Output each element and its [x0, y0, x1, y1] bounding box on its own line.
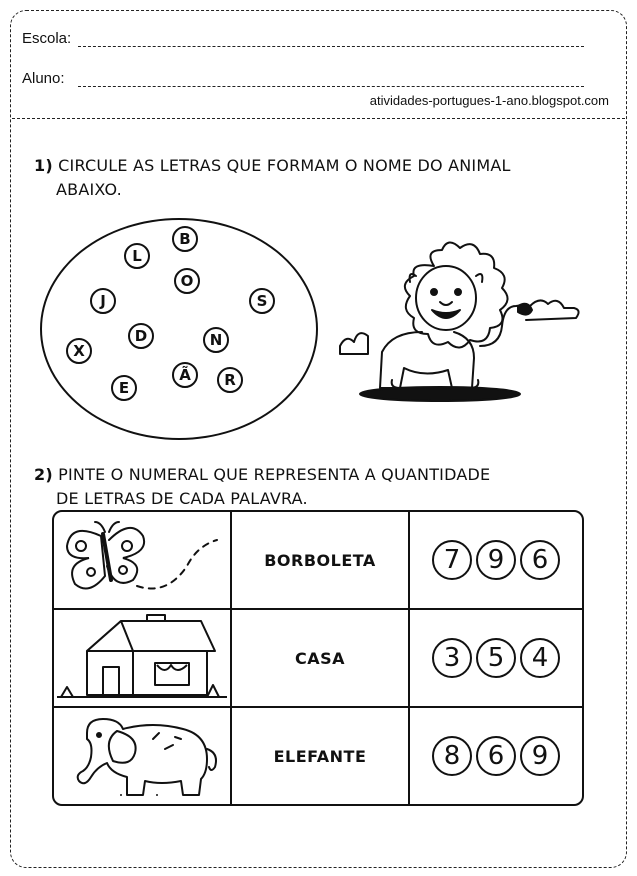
letter-circle[interactable]: Ã	[172, 362, 198, 388]
house-cell	[54, 610, 232, 708]
numbers-cell	[410, 512, 582, 610]
lion-illustration	[330, 236, 590, 406]
letter-circle[interactable]: E	[111, 375, 137, 401]
table-row	[54, 610, 582, 708]
house-icon	[57, 611, 227, 701]
header-separator	[12, 118, 625, 119]
question-1-number: 1)	[34, 156, 53, 175]
word-cell	[232, 708, 410, 804]
letter-circle[interactable]: S	[249, 288, 275, 314]
letters-oval	[40, 218, 318, 440]
letter-circle[interactable]: O	[174, 268, 200, 294]
numbers-cell	[410, 610, 582, 708]
numbers-cell	[410, 708, 582, 804]
number-option[interactable]: 4	[520, 638, 560, 678]
butterfly-cell	[54, 512, 232, 610]
question-2	[34, 463, 594, 511]
word-label: CASA	[294, 648, 346, 668]
number-option[interactable]: 8	[432, 736, 472, 776]
word-label: BORBOLETA	[264, 550, 376, 570]
question-1-line2: ABAIXO.	[56, 180, 122, 199]
butterfly-icon	[57, 516, 227, 600]
letter-circle[interactable]: N	[203, 327, 229, 353]
number-option[interactable]: 3	[432, 638, 472, 678]
number-option[interactable]: 9	[476, 540, 516, 580]
student-field[interactable]	[22, 70, 584, 90]
blog-url: atividades-portugues-1-ano.blogspot.com	[369, 93, 609, 108]
table-row	[54, 708, 582, 804]
number-option[interactable]: 5	[476, 638, 516, 678]
letter-circle[interactable]: D	[128, 323, 154, 349]
school-label: Escola:	[22, 30, 72, 47]
word-cell	[232, 512, 410, 610]
letter-circle[interactable]: J	[90, 288, 116, 314]
word-label: ELEFANTE	[273, 746, 367, 766]
number-option[interactable]: 9	[520, 736, 560, 776]
letter-circle[interactable]: X	[66, 338, 92, 364]
elephant-cell	[54, 708, 232, 804]
letter-circle[interactable]: L	[124, 243, 150, 269]
number-option[interactable]: 6	[520, 540, 560, 580]
school-blank-line	[78, 46, 584, 47]
number-option[interactable]: 6	[476, 736, 516, 776]
table-row	[54, 512, 582, 610]
student-label: Aluno:	[22, 70, 65, 87]
elephant-icon	[57, 709, 227, 799]
number-option[interactable]: 7	[432, 540, 472, 580]
word-number-table	[52, 510, 584, 806]
school-field[interactable]	[22, 30, 584, 50]
letter-circle[interactable]: B	[172, 226, 198, 252]
question-1	[34, 154, 594, 202]
question-1-line1: CIRCULE AS LETRAS QUE FORMAM O NOME DO ANIMAL	[58, 156, 511, 175]
word-cell	[232, 610, 410, 708]
question-2-line1: PINTE O NUMERAL QUE REPRESENTA A QUANTIDADE	[58, 465, 491, 484]
letter-circle[interactable]: R	[217, 367, 243, 393]
question-2-number: 2)	[34, 465, 53, 484]
student-blank-line	[78, 86, 584, 87]
question-2-line2: DE LETRAS DE CADA PALAVRA.	[56, 489, 308, 508]
